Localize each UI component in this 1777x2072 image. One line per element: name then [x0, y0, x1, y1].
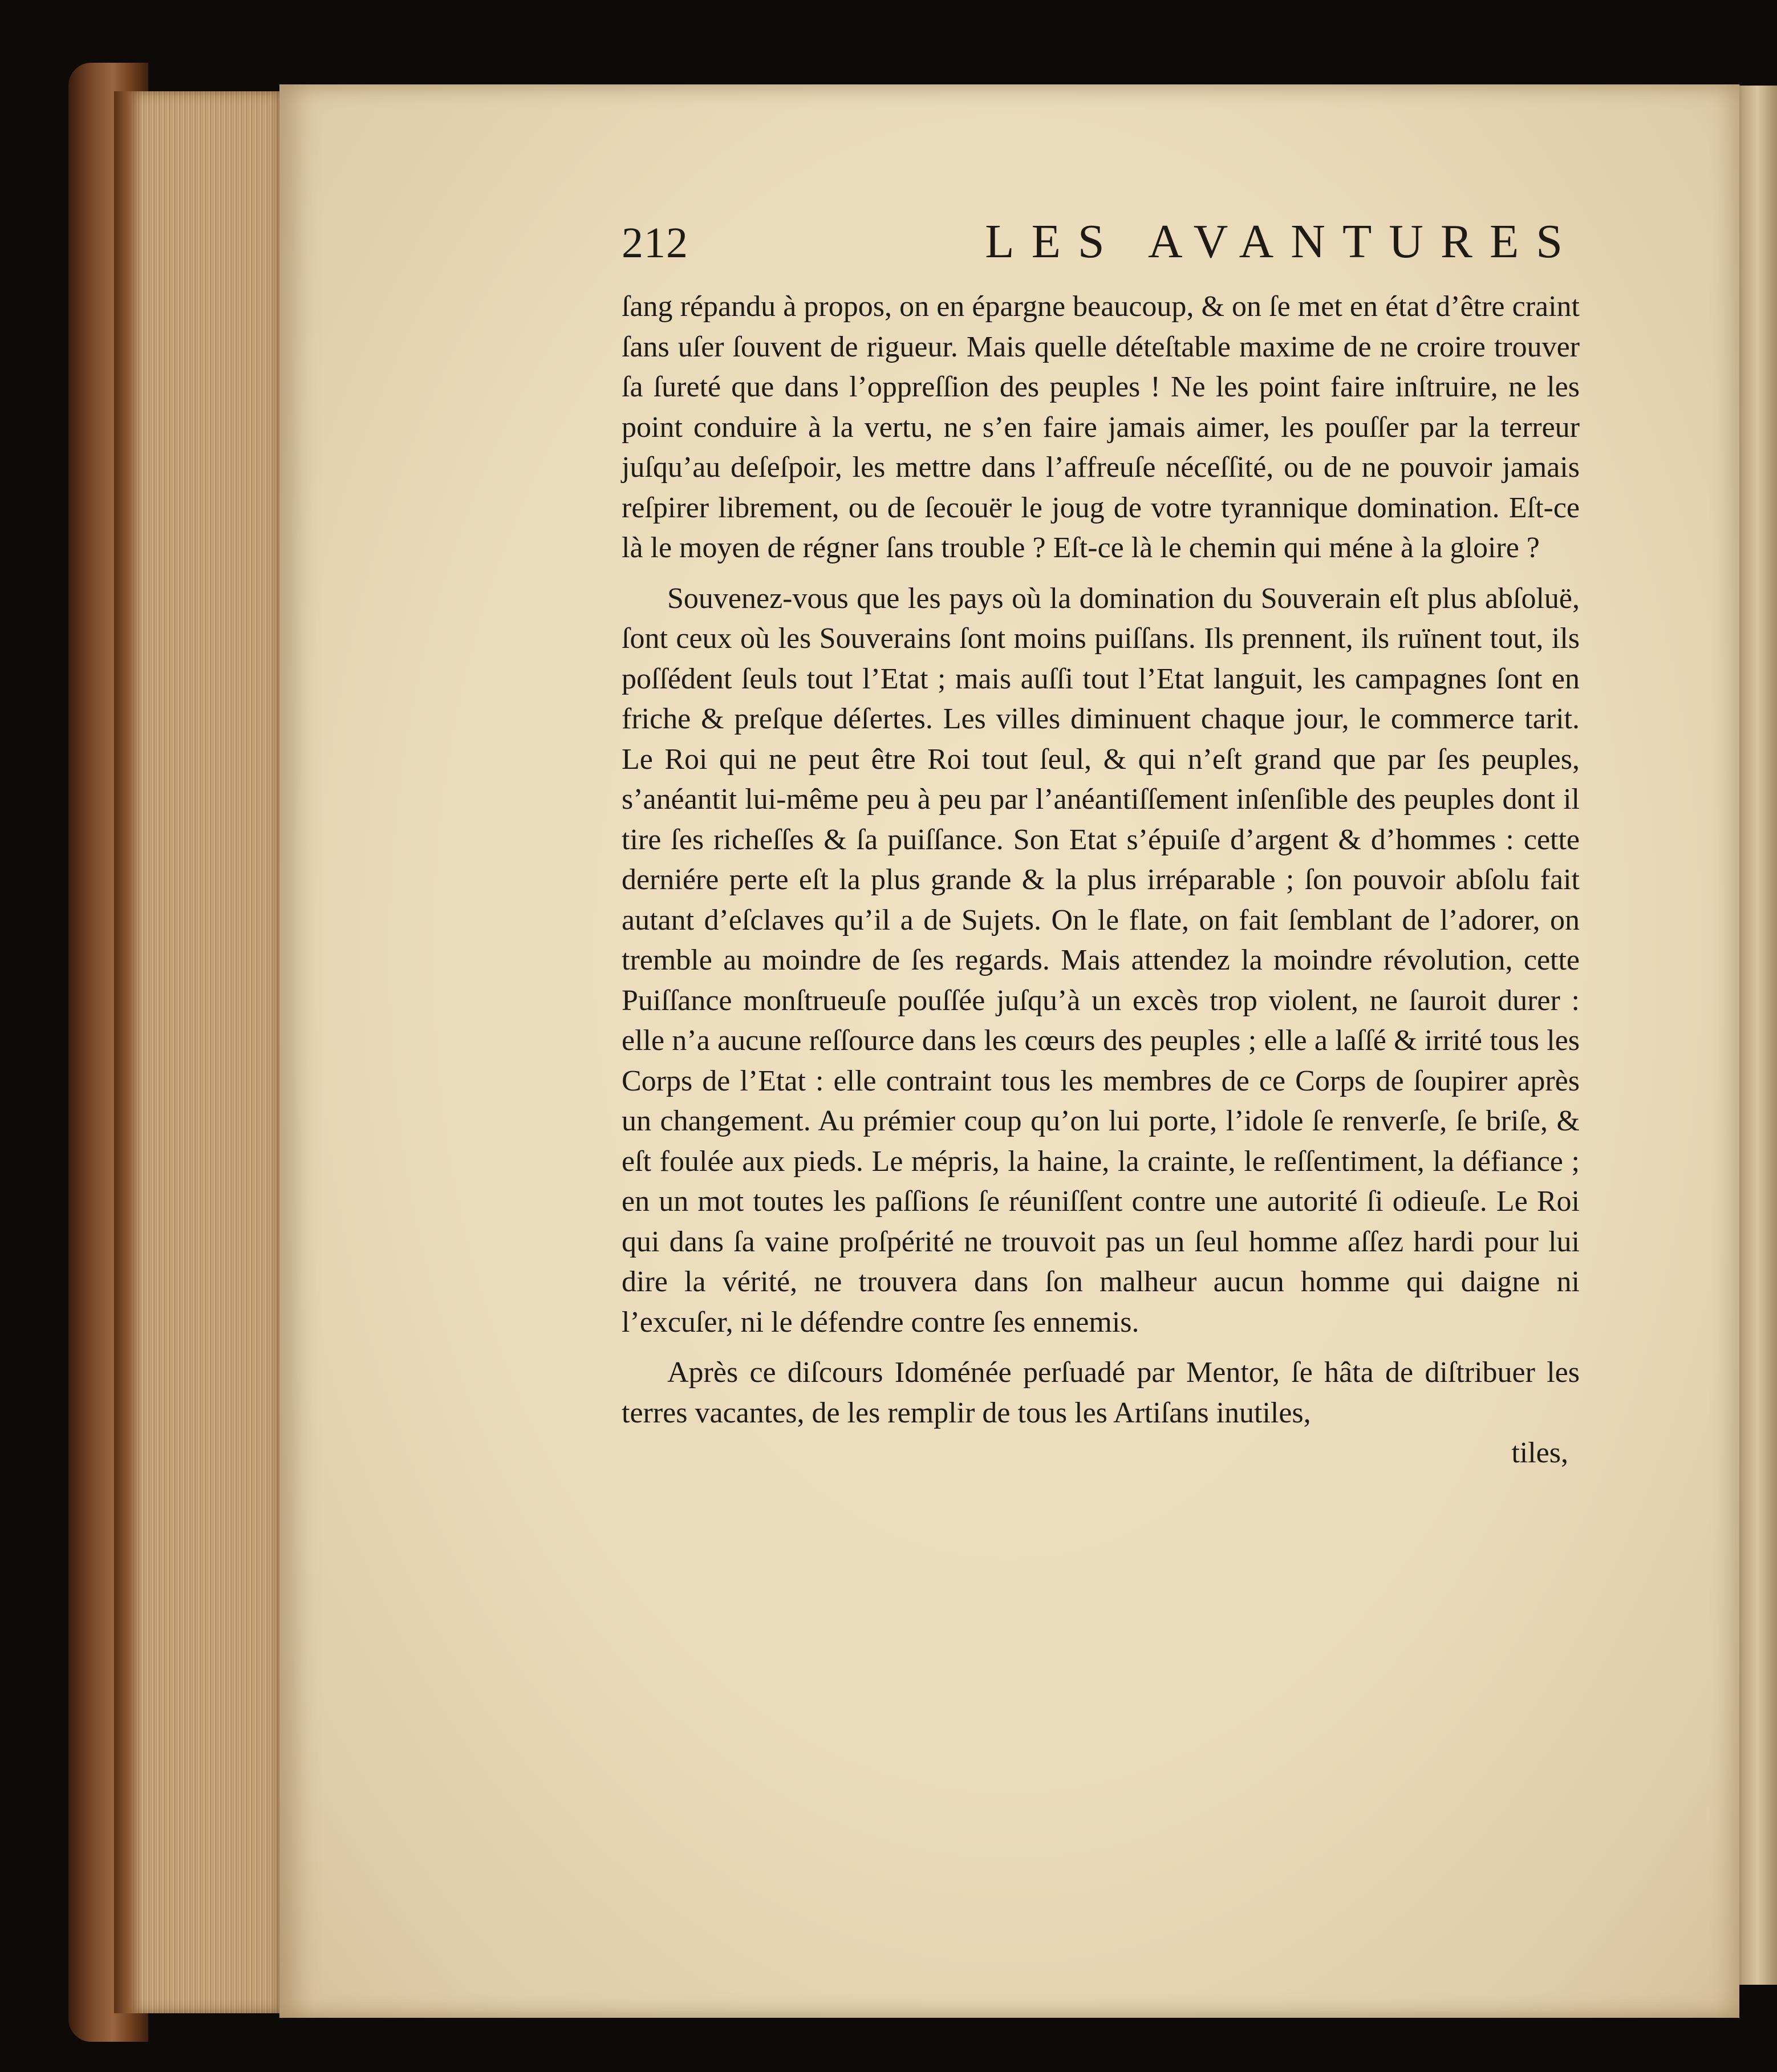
running-title: LES AVANTURES: [985, 215, 1580, 268]
paragraph-1: ſang répandu à propos, on en épargne beaucoup, & on ſe met en état d’être craint ſans uſer ſouvent de rigueur. Mais quelle déteſtable maxime de ne croire trouver ſa ſureté que dans l’oppreſſion des peuples ! Ne les point faire inſtruire, ne les point conduire à la vertu, ne s’en faire jamais aimer, les pouſſer par la terreur juſqu’au deſeſpoir, les mettre dans l’affreuſe néceſſité, ou de ne pouvoir jamais reſpirer librement, ou de ſecouër le joug de votre tyrannique domination. Eſt-ce là le moyen de régner ſans trouble ? Eſt-ce là le chemin qui méne à la gloire ?: [622, 290, 1580, 564]
text-block: [622, 214, 1580, 1473]
catchword: tiles,: [1511, 1437, 1568, 1469]
paragraph-3: Après ce diſcours Idoménée perſuadé par Mentor, ſe hâta de diſtribuer les terres vacantes, de les remplir de tous les Artiſans inutiles,: [622, 1356, 1580, 1429]
page-number: 212: [622, 219, 688, 267]
paragraph-2: Souvenez-vous que les pays où la domination du Souverain eſt plus abſoluë, ſont ceux où les Souverains ſont moins puiſſans. Ils prennent, ils ruïnent tout, ils poſſédent ſeuls tout l’Etat ; mais auſſi tout l’Etat languit, les campagnes ſont en friche & preſque déſertes. Les villes diminuent chaque jour, le commerce tarit. Le Roi qui ne peut être Roi tout ſeul, & qui n’eſt grand que par ſes peuples, s’anéantit lui-même peu à peu par l’anéantiſſement inſenſible des peuples dont il tire ſes richeſſes & ſa puiſſance. Son Etat s’épuiſe d’argent & d’hommes : cette derniére perte eſt la plus grande & la plus irréparable ; ſon pouvoir abſolu fait autant d’eſclaves qu’il a de Sujets. On le flate, on fait ſemblant de l’adorer, on tremble au moindre de ſes regards. Mais attendez la moindre révolution, cette Puiſſance monſtrueuſe pouſſée juſqu’à un excès trop violent, ne ſauroit durer : elle n’a aucune reſſource dans les cœurs des peuples ; elle a laſſé & irrité tous les Corps de l’Etat : elle contraint tous les membres de ce Corps de ſoupirer après un changement. Au prémier coup qu’on lui porte, l’idole ſe renverſe, ſe briſe, & eſt foulée aux pieds. Le mépris, la haine, la crainte, le reſſentiment, la défiance ; en un mot toutes les paſſions ſe réuniſſent contre une autorité ſi odieuſe. Le Roi qui dans ſa vaine proſpérité ne trouvoit pas un ſeul homme aſſez hardi pour lui dire la vérité, ne trouvera dans ſon malheur aucun homme qui daigne ni l’excuſer, ni le défendre contre ſes ennemis.: [622, 582, 1580, 1339]
page-edges: [114, 91, 285, 2013]
page-header: [622, 214, 1580, 282]
